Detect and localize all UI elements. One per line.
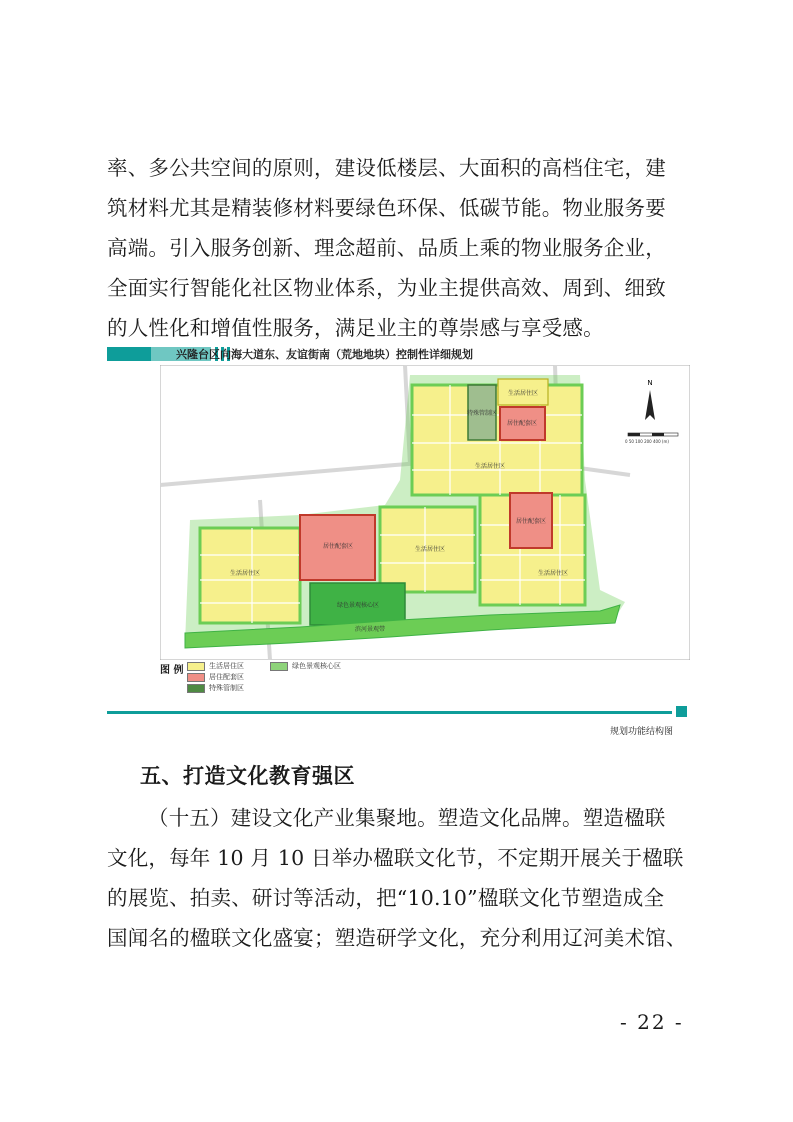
section-heading: 五、打造文化教育强区 — [140, 764, 355, 788]
zone-label: 生活居住区 — [537, 570, 569, 577]
zone-label: 绿色景观核心区 — [336, 602, 380, 609]
map-legend — [160, 660, 560, 696]
legend-label: 特殊管制区 — [209, 684, 244, 692]
zone-label: 居住配套区 — [515, 518, 547, 525]
zone-label: 生活居住区 — [474, 463, 506, 470]
zone-label: 生活居住区 — [507, 390, 539, 397]
zone-label: 特殊管制区 — [466, 410, 498, 417]
legend-swatch — [187, 662, 205, 671]
legend-swatch — [270, 662, 288, 671]
legend-label: 生活居住区 — [209, 662, 244, 670]
svg-text:0 50 100 200 400 (m): 0 50 100 200 400 (m) — [625, 439, 669, 444]
zone-label: 生活居住区 — [229, 570, 261, 577]
paragraph-line: 国闻名的楹联文化盛宴；塑造研学文化，充分利用辽河美术馆、 — [107, 926, 687, 950]
paragraph-line: 筑材料尤其是精装修材料要绿色环保、低碳节能。物业服务要 — [107, 196, 666, 220]
legend-swatch — [187, 684, 205, 693]
map-caption: 规划功能结构图 — [610, 727, 674, 737]
paragraph-line: 的展览、拍卖、研讨等活动，把“10.10”楹联文化节塑造成全 — [107, 886, 665, 910]
body-paragraph-top — [107, 148, 687, 348]
paragraph-line: （十五）建设文化产业集聚地。塑造文化品牌。塑造楹联 — [148, 806, 666, 830]
map-title: 兴隆台区向海大道东、友谊街南（荒地地块）控制性详细规划 — [176, 348, 473, 361]
paragraph-line: 的人性化和增值性服务，满足业主的尊崇感与享受感。 — [107, 316, 604, 340]
map-footer-marker — [676, 706, 687, 717]
legend-title: 图 例 — [160, 665, 184, 676]
legend-label: 居住配套区 — [209, 673, 244, 681]
legend-swatch — [187, 673, 205, 682]
paragraph-line: 文化，每年 10 月 10 日举办楹联文化节，不定期开展关于楹联 — [107, 846, 684, 870]
zone-living-north — [412, 385, 582, 495]
svg-text:N: N — [647, 379, 653, 387]
header-accent-block — [107, 347, 151, 361]
legend-label: 绿色景观核心区 — [292, 662, 341, 670]
zone-label: 居住配套区 — [506, 420, 538, 427]
paragraph-line: 全面实行智能化社区物业体系，为业主提供高效、周到、细致 — [107, 276, 666, 300]
body-paragraph-bottom — [107, 798, 687, 958]
paragraph-line: 高端。引入服务创新、理念超前、品质上乘的物业服务企业， — [107, 236, 666, 260]
zone-label: 滨河景观带 — [354, 626, 386, 633]
planning-map — [160, 365, 690, 660]
zone-label: 居住配套区 — [322, 543, 354, 550]
page-number: - 22 - — [620, 1010, 684, 1034]
zone-label: 生活居住区 — [414, 546, 446, 553]
map-footer-line — [107, 711, 672, 714]
paragraph-line: 率、多公共空间的原则，建设低楼层、大面积的高档住宅，建 — [107, 156, 666, 180]
